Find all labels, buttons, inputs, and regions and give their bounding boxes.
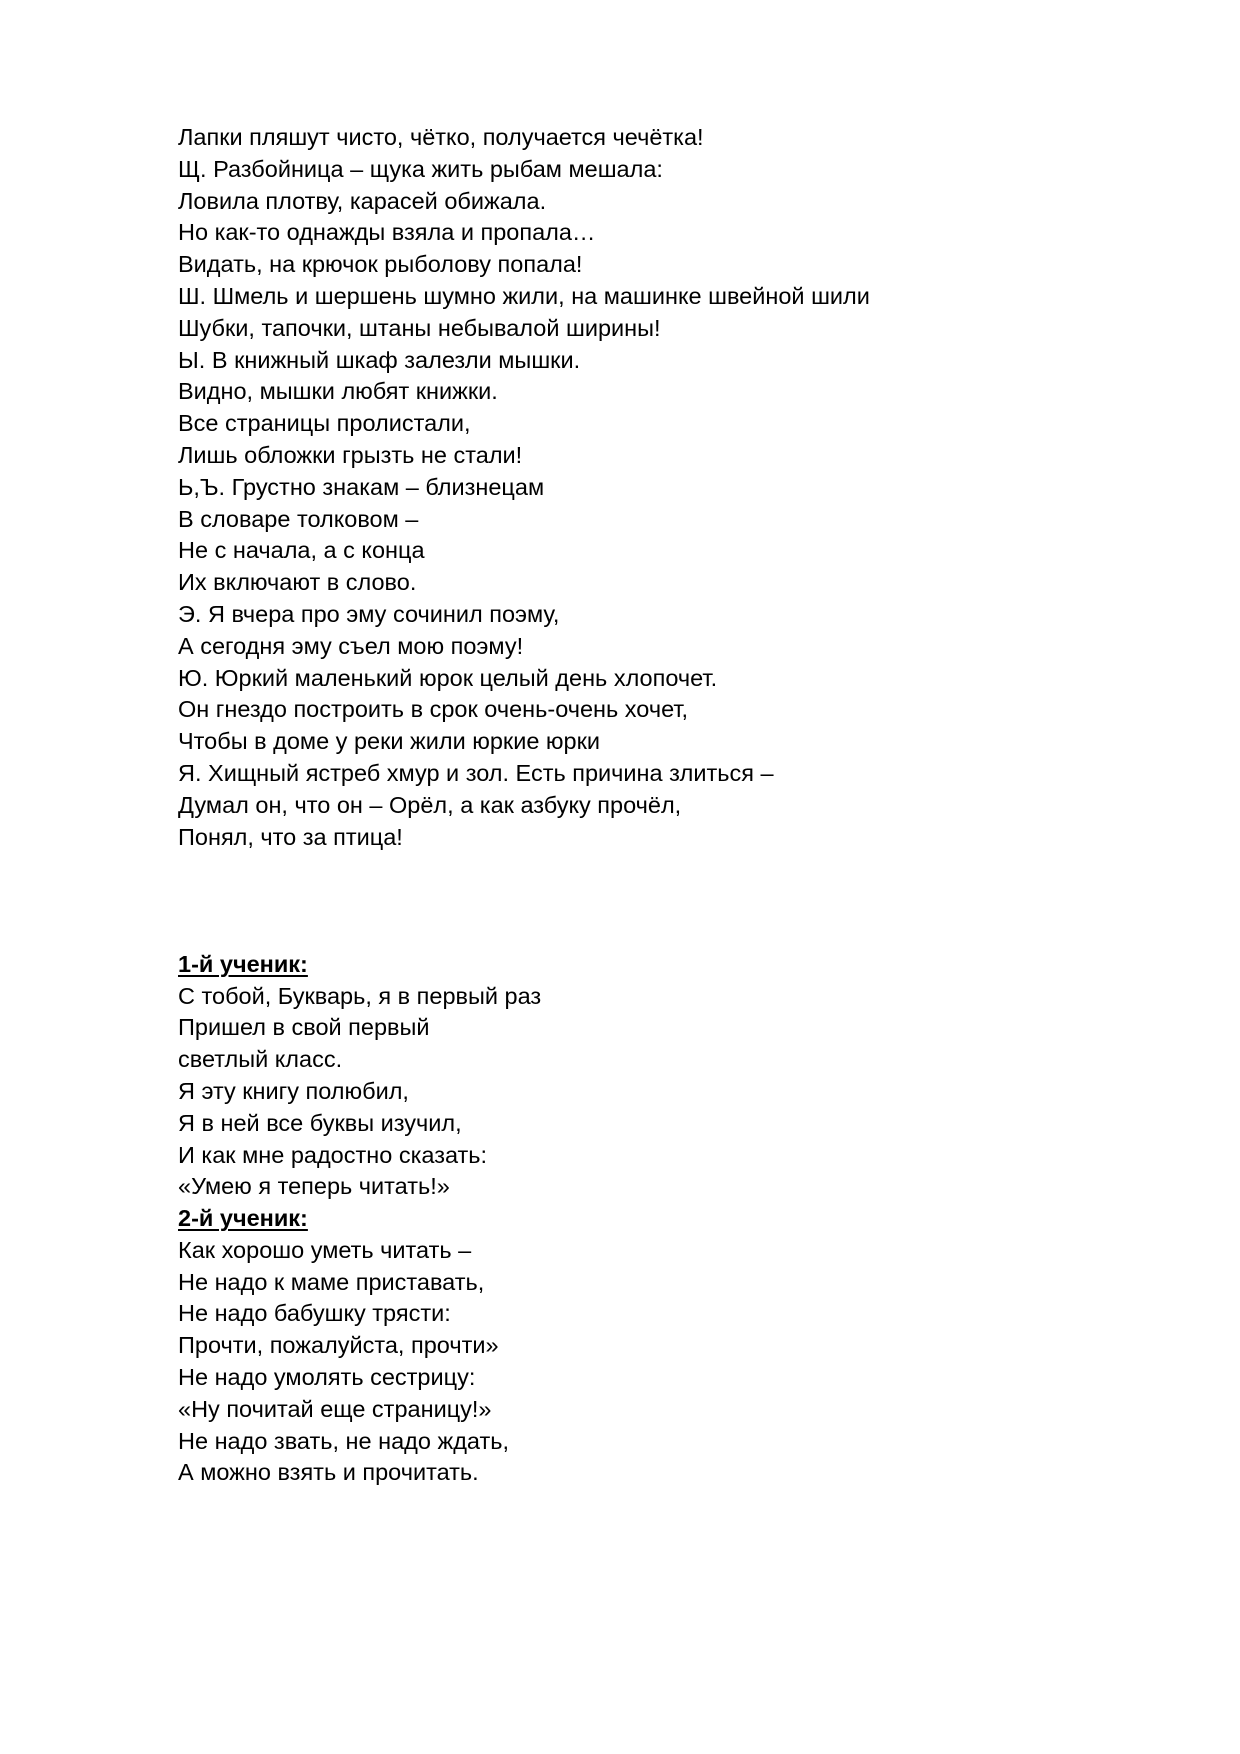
verse-line: Шубки, тапочки, штаны небывалой ширины!: [178, 314, 661, 341]
verse-line: Ловила плотву, карасей обижала.: [178, 187, 547, 214]
verse-line: Щ. Разбойница – щука жить рыбам мешала:: [178, 155, 663, 182]
verse-line: Ю. Юркий маленький юрок целый день хлопочет.: [178, 664, 718, 691]
spacer: [178, 917, 1158, 949]
verse-line: Не надо к маме приставать,: [178, 1268, 485, 1295]
verse-line: Их включают в слово.: [178, 569, 417, 596]
student-2-section: [178, 1203, 1158, 1489]
verse-line: Ш. Шмель и шершень шумно жили, на машинке швейной шили: [178, 282, 870, 309]
verse-line: Не надо умолять сестрицу:: [178, 1364, 476, 1391]
verse-line: «Умею я теперь читать!»: [178, 1173, 450, 1200]
verse-line: Не надо звать, не надо ждать,: [178, 1427, 509, 1454]
verse-line: Я эту книгу полюбил,: [178, 1077, 409, 1104]
verse-line: В словаре толковом –: [178, 505, 419, 532]
verse-line: Видать, на крючок рыболову попала!: [178, 251, 583, 278]
verse-line: Он гнездо построить в срок очень-очень хочет,: [178, 696, 689, 723]
verse-line: «Ну почитай еще страницу!»: [178, 1395, 492, 1422]
verse-line: Не с начала, а с конца: [178, 537, 425, 564]
verse-line: Лишь обложки грызть не стали!: [178, 441, 523, 468]
verse-line: Видно, мышки любят книжки.: [178, 378, 498, 405]
verse-line: С тобой, Букварь, я в первый раз: [178, 982, 542, 1009]
verse-line: И как мне радостно сказать:: [178, 1141, 488, 1168]
student-1-heading: 1-й ученик:: [178, 950, 308, 977]
verse-line: А сегодня эму съел мою поэму!: [178, 632, 524, 659]
spacer: [178, 885, 1158, 917]
alphabet-verses-section: [178, 122, 1158, 853]
verse-line: Лапки пляшут чисто, чётко, получается чечётка!: [178, 124, 704, 150]
verse-line: Ы. В книжный шкаф залезли мышки.: [178, 346, 581, 373]
verse-line: Э. Я вчера про эму сочинил поэму,: [178, 600, 560, 627]
student-2-heading: 2-й ученик:: [178, 1205, 308, 1232]
verse-line: Все страницы пролистали,: [178, 410, 471, 437]
verse-line: Думал он, что он – Орёл, а как азбуку прочёл,: [178, 791, 682, 818]
verse-line: Не надо бабушку трясти:: [178, 1300, 451, 1327]
verse-line: светлый класс.: [178, 1046, 343, 1073]
verse-line: Я в ней все буквы изучил,: [178, 1109, 462, 1136]
verse-line: Но как-то однажды взяла и пропала…: [178, 219, 596, 246]
verse-line: Прочти, пожалуйста, прочти»: [178, 1332, 499, 1359]
verse-line: Понял, что за птица!: [178, 823, 403, 850]
spacer: [178, 853, 1158, 885]
verse-line: Ь,Ъ. Грустно знакам – близнецам: [178, 473, 545, 500]
verse-line: Я. Хищный ястреб хмур и зол. Есть причина злиться –: [178, 759, 774, 786]
verse-line: Чтобы в доме у реки жили юркие юрки: [178, 728, 601, 755]
document-page: [178, 122, 1158, 1489]
student-1-section: [178, 949, 1158, 1203]
verse-line: А можно взять и прочитать.: [178, 1459, 479, 1486]
verse-line: Пришел в свой первый: [178, 1014, 430, 1041]
verse-line: Как хорошо уметь читать –: [178, 1236, 472, 1263]
